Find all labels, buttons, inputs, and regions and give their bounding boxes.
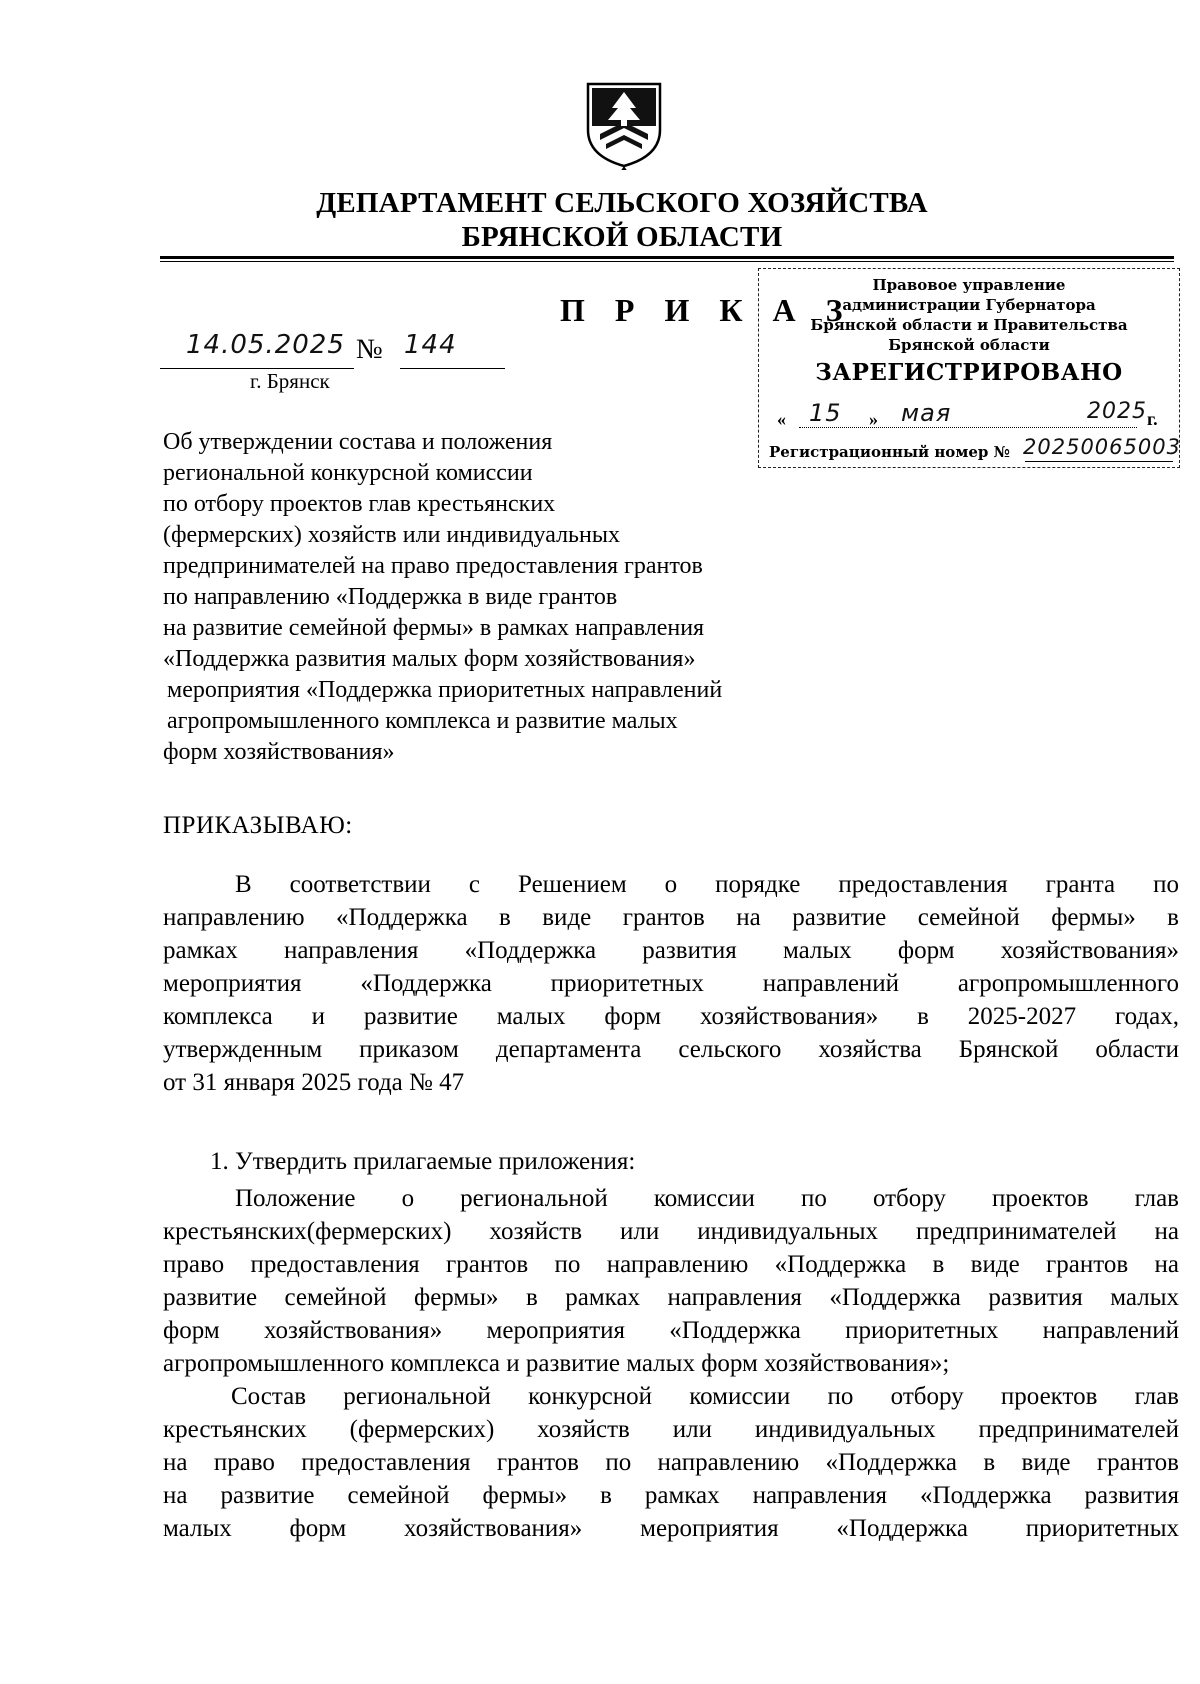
stamp-quote-close: » <box>869 409 878 429</box>
number-underline <box>400 368 505 369</box>
stamp-reg-label: Регистрационный номер № <box>769 443 1010 461</box>
order-number: 144 <box>404 330 457 360</box>
paragraph-regulation <box>163 1182 1179 1380</box>
stamp-year: 2025 <box>1087 399 1147 424</box>
stamp-registered: ЗАРЕГИСТРИРОВАНО <box>815 359 1123 386</box>
subject-line: Об утверждении состава и положения <box>163 429 553 455</box>
number-sign: № <box>356 334 383 365</box>
stamp-month: мая <box>901 399 952 427</box>
paragraph-line: крестьянских (фермерских) хозяйств или индивидуальных предпринимателей <box>163 1416 1179 1443</box>
paragraph-line: право предоставления грантов по направлению «Поддержка в виде грантов на <box>163 1251 1179 1278</box>
paragraph-line: рамках направления «Поддержка развития малых форм хозяйствования» <box>163 937 1179 964</box>
paragraph-line: на право предоставления грантов по направлению «Поддержка в виде грантов <box>163 1449 1179 1476</box>
stamp-reg-underline <box>1025 461 1173 462</box>
paragraph-line: В соответствии с Решением о порядке предоставления гранта по <box>235 871 1179 898</box>
stamp-line-4: Брянской области <box>888 336 1050 354</box>
paragraph-line: комплекса и развитие малых форм хозяйствования» в 2025-2027 годах, <box>163 1003 1179 1030</box>
stamp-line-3: Брянской области и Правительства <box>810 316 1128 334</box>
stamp-day: 15 <box>809 399 842 427</box>
bryansk-coat-of-arms-icon <box>578 78 670 170</box>
subject-line: региональной конкурсной комиссии <box>163 460 533 486</box>
paragraph-line: малых форм хозяйствования» мероприятия «Поддержка приоритетных <box>163 1515 1179 1542</box>
order-city: г. Брянск <box>250 369 330 393</box>
subject-line: агропромышленного комплекса и развитие малых <box>167 708 678 734</box>
paragraph-line: форм хозяйствования» мероприятия «Поддержка приоритетных направлений <box>163 1317 1179 1344</box>
paragraph-line: на развитие семейной фермы» в рамках направления «Поддержка развития <box>163 1482 1179 1509</box>
subject-line: предпринимателей на право предоставления грантов <box>163 553 703 579</box>
paragraph-basis <box>163 868 1179 1099</box>
paragraph-line: крестьянских(фермерских) хозяйств или индивидуальных предпринимателей на <box>163 1218 1179 1245</box>
subject-line: форм хозяйствования» <box>163 739 395 765</box>
stamp-quote-open: « <box>777 409 786 429</box>
stamp-line-2: администрации Губернатора <box>842 296 1096 314</box>
subject-line: на развитие семейной фермы» в рамках направления <box>163 615 705 641</box>
paragraph-line: Положение о региональной комиссии по отбору проектов глав <box>235 1185 1179 1212</box>
subject-line: (фермерских) хозяйств или индивидуальных <box>163 522 620 548</box>
subject-line: по направлению «Поддержка в виде грантов <box>163 584 618 610</box>
paragraph-line: утвержденным приказом департамента сельского хозяйства Брянской области <box>163 1036 1179 1063</box>
paragraph-line: Состав региональной конкурсной комиссии по отбору проектов глав <box>231 1383 1179 1410</box>
paragraph-composition <box>163 1380 1179 1545</box>
paragraph-line: агропромышленного комплекса и развитие малых форм хозяйствования»; <box>163 1350 950 1377</box>
stamp-reg-number: 20250065003 <box>1023 435 1181 459</box>
stamp-year-suffix: г. <box>1147 409 1158 429</box>
order-title: П Р И К А З <box>560 292 854 328</box>
paragraph-line: развитие семейной фермы» в рамках направления «Поддержка развития малых <box>163 1284 1179 1311</box>
department-name-line1: ДЕПАРТАМЕНТ СЕЛЬСКОГО ХОЗЯЙСТВА <box>316 187 928 219</box>
order-directive-heading: ПРИКАЗЫВАЮ: <box>163 812 353 839</box>
subject-line: «Поддержка развития малых форм хозяйствования» <box>163 646 696 672</box>
order-subject <box>163 427 863 768</box>
paragraph-line: направлению «Поддержка в виде грантов на развитие семейной фермы» в <box>163 904 1179 931</box>
paragraph-line: от 31 января 2025 года № 47 <box>163 1069 465 1096</box>
paragraph-line: мероприятия «Поддержка приоритетных направлений агропромышленного <box>163 970 1179 997</box>
order-date-number <box>160 330 505 374</box>
subject-line: по отбору проектов глав крестьянских <box>163 491 556 517</box>
department-name-line2: БРЯНСКОЙ ОБЛАСТИ <box>461 221 783 253</box>
header-divider <box>160 256 1174 262</box>
order-date: 14.05.2025 <box>186 330 345 360</box>
stamp-line-1: Правовое управление <box>872 276 1066 294</box>
subject-line: мероприятия «Поддержка приоритетных направлений <box>167 677 723 703</box>
item-1-heading: 1. Утвердить прилагаемые приложения: <box>210 1148 636 1175</box>
